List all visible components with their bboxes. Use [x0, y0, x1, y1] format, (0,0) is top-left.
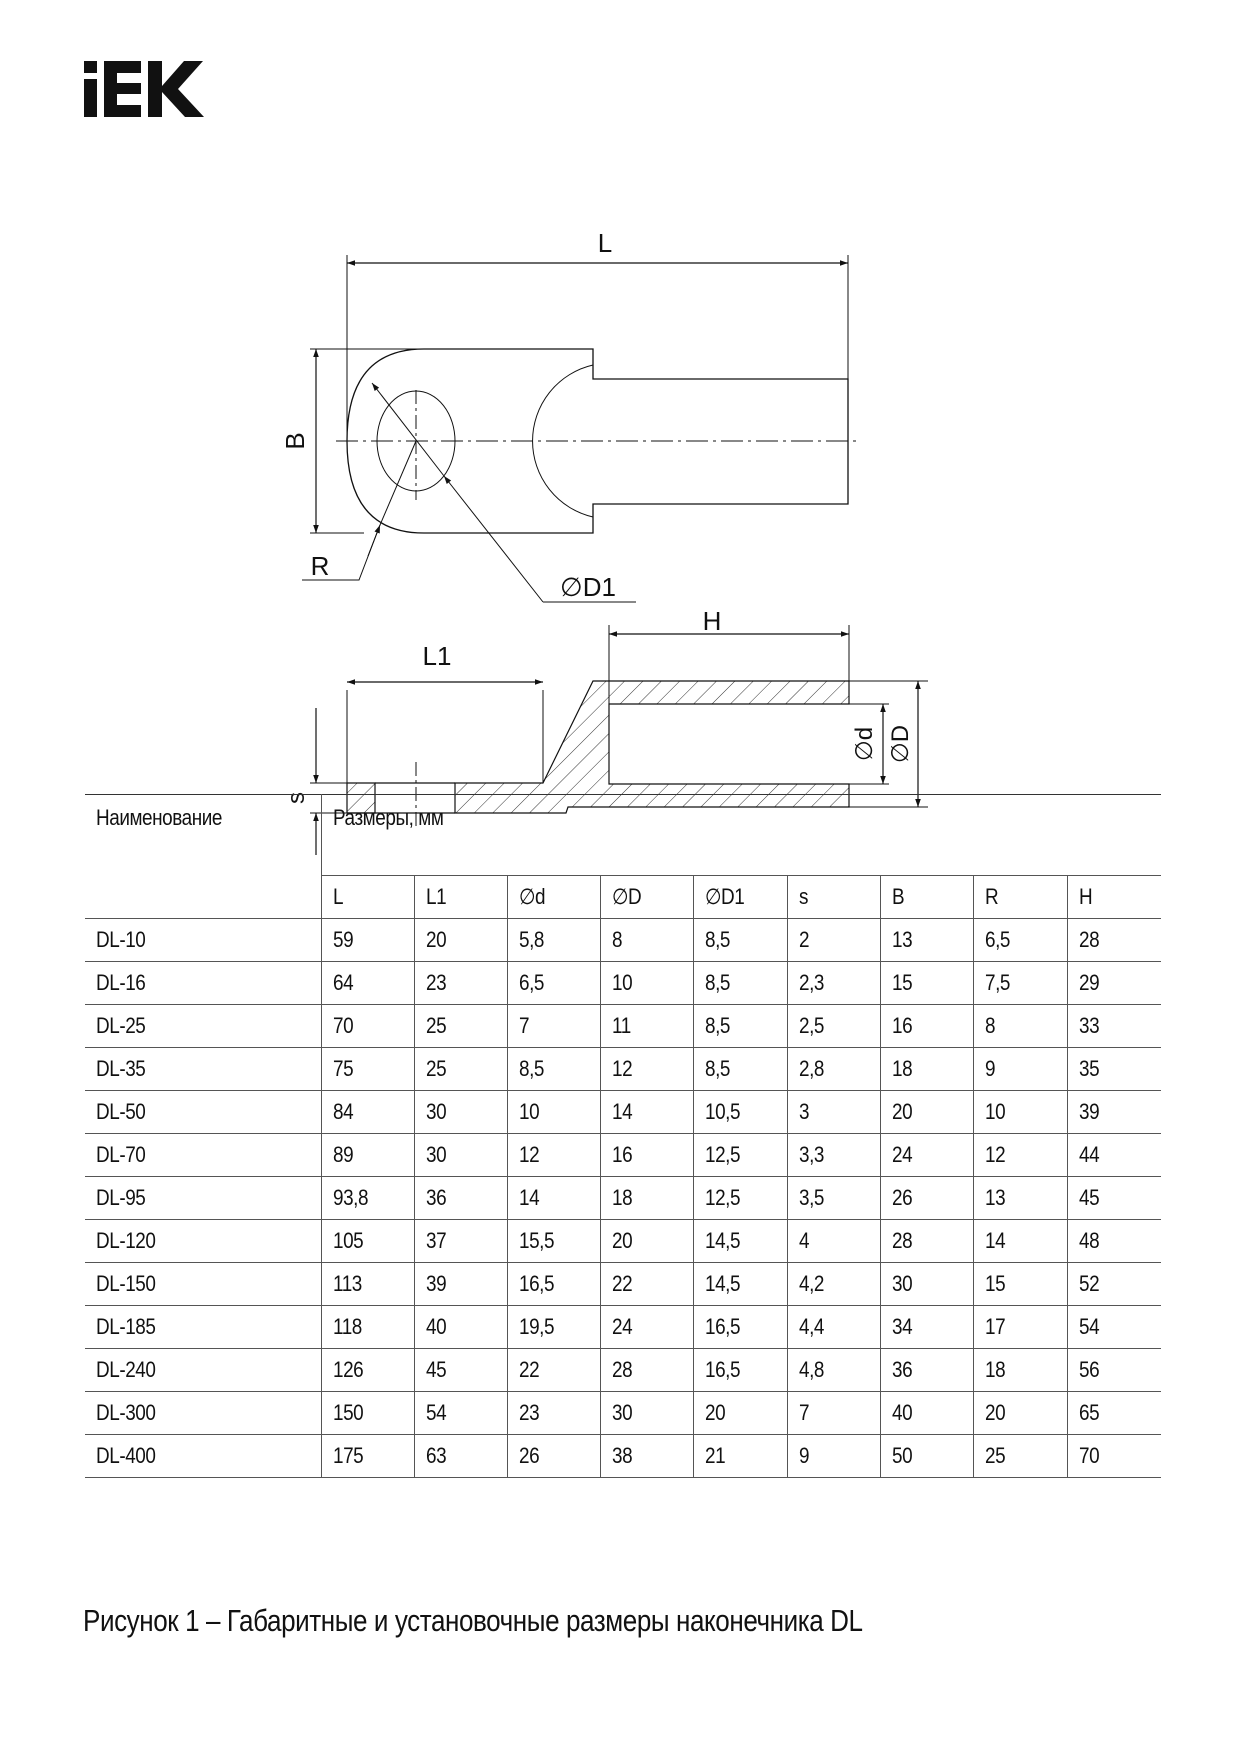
cell-value: 33: [1067, 1005, 1161, 1048]
cell-value: 15,5: [507, 1220, 600, 1263]
cell-value: 17: [973, 1306, 1067, 1349]
cell-value: 36: [414, 1177, 507, 1220]
figure-caption: Рисунок 1 – Габаритные и установочные размеры наконечника DL: [83, 1603, 863, 1638]
cell-value: 22: [600, 1263, 693, 1306]
cell-value: 16: [880, 1005, 973, 1048]
label-D: ∅D: [887, 724, 914, 764]
cell-value: 26: [880, 1177, 973, 1220]
cell-value: 28: [600, 1349, 693, 1392]
cell-value: 12: [600, 1048, 693, 1091]
cell-name: DL-185: [85, 1306, 321, 1349]
cell-value: 8,5: [693, 1005, 787, 1048]
cell-value: 118: [321, 1306, 414, 1349]
cell-value: 30: [414, 1134, 507, 1177]
cell-value: 25: [973, 1435, 1067, 1478]
cell-name: DL-300: [85, 1392, 321, 1435]
cell-value: 24: [880, 1134, 973, 1177]
cell-value: 15: [973, 1263, 1067, 1306]
cell-value: 52: [1067, 1263, 1161, 1306]
cell-value: 126: [321, 1349, 414, 1392]
col-header: ∅D1: [693, 876, 787, 919]
cell-value: 39: [1067, 1091, 1161, 1134]
table-row: [85, 1048, 1161, 1091]
cell-value: 70: [321, 1005, 414, 1048]
cell-value: 25: [414, 1005, 507, 1048]
cell-value: 16,5: [693, 1306, 787, 1349]
cell-value: 3,5: [787, 1177, 880, 1220]
cell-value: 56: [1067, 1349, 1161, 1392]
cell-value: 18: [600, 1177, 693, 1220]
col-header: L: [321, 876, 414, 919]
cell-value: 39: [414, 1263, 507, 1306]
cell-value: 65: [1067, 1392, 1161, 1435]
cell-value: 93,8: [321, 1177, 414, 1220]
cell-value: 45: [414, 1349, 507, 1392]
cell-value: 20: [880, 1091, 973, 1134]
cell-value: 16: [600, 1134, 693, 1177]
cell-value: 16,5: [507, 1263, 600, 1306]
col-header: L1: [414, 876, 507, 919]
cell-value: 5,8: [507, 919, 600, 962]
cell-value: 12: [973, 1134, 1067, 1177]
cell-value: 29: [1067, 962, 1161, 1005]
cell-value: 4,2: [787, 1263, 880, 1306]
cell-value: 30: [600, 1392, 693, 1435]
cell-value: 84: [321, 1091, 414, 1134]
cell-value: 3: [787, 1091, 880, 1134]
cell-name: DL-400: [85, 1435, 321, 1478]
cell-value: 2,3: [787, 962, 880, 1005]
cell-value: 40: [414, 1306, 507, 1349]
cell-value: 38: [600, 1435, 693, 1478]
cell-value: 12,5: [693, 1134, 787, 1177]
cell-value: 14,5: [693, 1263, 787, 1306]
col-header: s: [787, 876, 880, 919]
cell-value: 7,5: [973, 962, 1067, 1005]
cell-value: 13: [880, 919, 973, 962]
cell-value: 26: [507, 1435, 600, 1478]
cell-value: 36: [880, 1349, 973, 1392]
cell-value: 8: [973, 1005, 1067, 1048]
table-row: [85, 1349, 1161, 1392]
cell-value: 48: [1067, 1220, 1161, 1263]
cell-value: 2,5: [787, 1005, 880, 1048]
cell-value: 89: [321, 1134, 414, 1177]
cell-value: 150: [321, 1392, 414, 1435]
col-header: ∅d: [507, 876, 600, 919]
cell-value: 30: [880, 1263, 973, 1306]
cell-value: 10: [507, 1091, 600, 1134]
cell-value: 11: [600, 1005, 693, 1048]
cell-value: 8: [600, 919, 693, 962]
cell-value: 7: [507, 1005, 600, 1048]
cell-value: 3,3: [787, 1134, 880, 1177]
cell-value: 18: [973, 1349, 1067, 1392]
top-view: [302, 255, 860, 602]
cell-value: 28: [1067, 919, 1161, 962]
label-D1: ∅D1: [560, 572, 616, 602]
cell-value: 2: [787, 919, 880, 962]
cell-value: 19,5: [507, 1306, 600, 1349]
cell-value: 8,5: [693, 919, 787, 962]
table-row: [85, 919, 1161, 962]
cell-value: 113: [321, 1263, 414, 1306]
cell-value: 28: [880, 1220, 973, 1263]
cell-value: 50: [880, 1435, 973, 1478]
col-header: B: [880, 876, 973, 919]
col-header: R: [973, 876, 1067, 919]
cell-value: 30: [414, 1091, 507, 1134]
cell-name: DL-25: [85, 1005, 321, 1048]
table-row: [85, 1392, 1161, 1435]
cell-value: 54: [1067, 1306, 1161, 1349]
cell-name: DL-50: [85, 1091, 321, 1134]
cell-value: 6,5: [507, 962, 600, 1005]
cell-value: 9: [787, 1435, 880, 1478]
cell-value: 4: [787, 1220, 880, 1263]
cell-value: 45: [1067, 1177, 1161, 1220]
cell-value: 54: [414, 1392, 507, 1435]
cell-value: 59: [321, 919, 414, 962]
cell-value: 44: [1067, 1134, 1161, 1177]
table-row: [85, 1091, 1161, 1134]
cell-value: 10: [600, 962, 693, 1005]
cell-value: 18: [880, 1048, 973, 1091]
cell-value: 40: [880, 1392, 973, 1435]
cell-value: 25: [414, 1048, 507, 1091]
label-H: H: [702, 606, 722, 636]
cell-name: DL-240: [85, 1349, 321, 1392]
cell-value: 10: [973, 1091, 1067, 1134]
cell-value: 12: [507, 1134, 600, 1177]
cell-value: 14: [973, 1220, 1067, 1263]
cell-name: DL-10: [85, 919, 321, 962]
cell-value: 24: [600, 1306, 693, 1349]
label-L: L: [597, 228, 613, 258]
dimensions-table: [85, 794, 1161, 1478]
cell-value: 22: [507, 1349, 600, 1392]
label-s: s: [283, 792, 310, 804]
col-header: ∅D: [600, 876, 693, 919]
cell-value: 6,5: [973, 919, 1067, 962]
label-R: R: [310, 551, 330, 581]
label-L1: L1: [422, 641, 452, 671]
cell-value: 23: [414, 962, 507, 1005]
cell-value: 20: [414, 919, 507, 962]
cell-value: 9: [973, 1048, 1067, 1091]
cell-value: 14: [600, 1091, 693, 1134]
cell-name: DL-150: [85, 1263, 321, 1306]
cell-value: 4,8: [787, 1349, 880, 1392]
cell-value: 70: [1067, 1435, 1161, 1478]
cell-value: 105: [321, 1220, 414, 1263]
cell-value: 10,5: [693, 1091, 787, 1134]
cell-value: 34: [880, 1306, 973, 1349]
cell-name: DL-95: [85, 1177, 321, 1220]
cell-value: 14: [507, 1177, 600, 1220]
cell-value: 37: [414, 1220, 507, 1263]
header-dimensions: Размеры, мм: [321, 795, 1161, 876]
table-row: [85, 1134, 1161, 1177]
table-row: [85, 1435, 1161, 1478]
cell-value: 75: [321, 1048, 414, 1091]
table-header-row: [85, 795, 1161, 876]
cell-value: 7: [787, 1392, 880, 1435]
cell-value: 15: [880, 962, 973, 1005]
cell-value: 16,5: [693, 1349, 787, 1392]
cell-value: 2,8: [787, 1048, 880, 1091]
technical-drawing: [0, 0, 1239, 804]
cell-value: 175: [321, 1435, 414, 1478]
cell-name: DL-120: [85, 1220, 321, 1263]
table-row: [85, 1220, 1161, 1263]
cell-value: 8,5: [507, 1048, 600, 1091]
cell-value: 20: [973, 1392, 1067, 1435]
cell-value: 14,5: [693, 1220, 787, 1263]
label-B: B: [280, 432, 310, 450]
col-header: H: [1067, 876, 1161, 919]
cell-value: 13: [973, 1177, 1067, 1220]
header-name: Наименование: [85, 795, 321, 919]
cell-name: DL-16: [85, 962, 321, 1005]
table-row: [85, 1263, 1161, 1306]
cell-value: 4,4: [787, 1306, 880, 1349]
table-row: [85, 1005, 1161, 1048]
cell-value: 23: [507, 1392, 600, 1435]
cell-value: 63: [414, 1435, 507, 1478]
cell-value: 20: [693, 1392, 787, 1435]
cell-value: 21: [693, 1435, 787, 1478]
cell-value: 20: [600, 1220, 693, 1263]
cell-value: 8,5: [693, 962, 787, 1005]
cell-name: DL-35: [85, 1048, 321, 1091]
cell-value: 12,5: [693, 1177, 787, 1220]
table-row: [85, 1306, 1161, 1349]
table-row: [85, 1177, 1161, 1220]
table-row: [85, 962, 1161, 1005]
cell-value: 35: [1067, 1048, 1161, 1091]
cell-value: 64: [321, 962, 414, 1005]
cell-value: 8,5: [693, 1048, 787, 1091]
cell-name: DL-70: [85, 1134, 321, 1177]
label-d: ∅d: [851, 726, 878, 762]
